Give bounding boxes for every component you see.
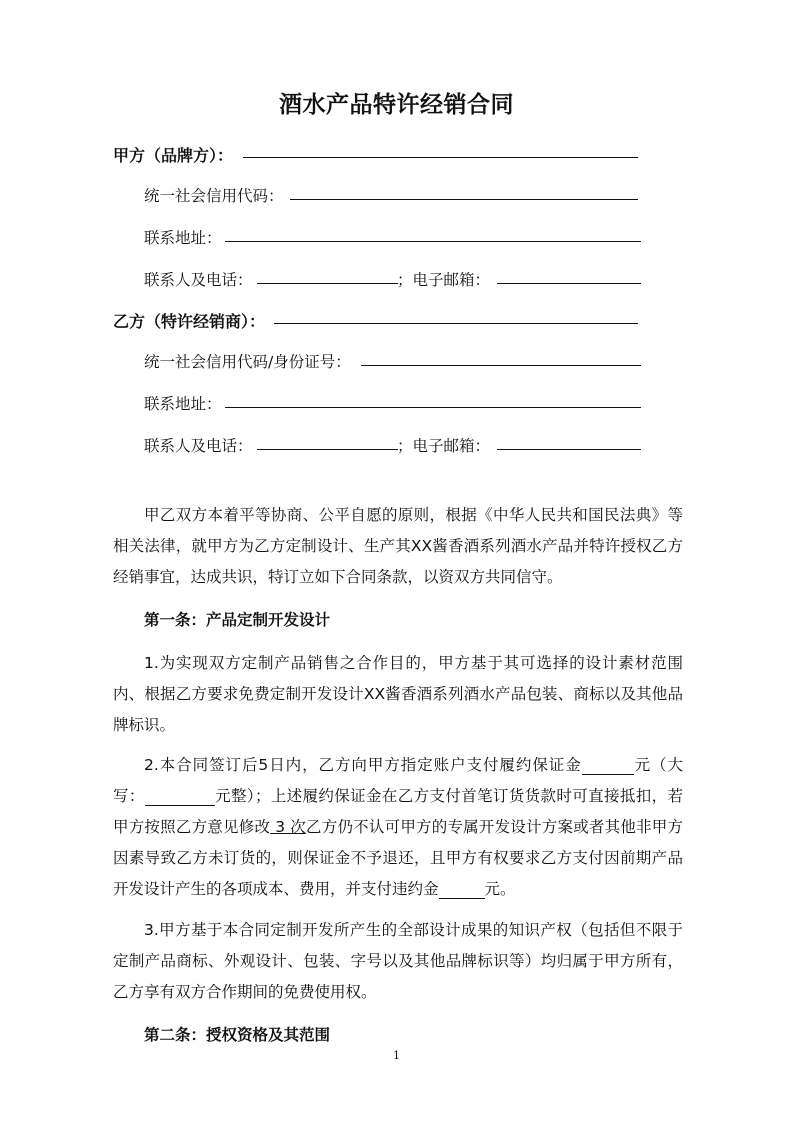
party-b-name-blank bbox=[274, 323, 638, 324]
deposit-amount-capital-blank bbox=[145, 788, 215, 806]
deposit-amount-blank bbox=[582, 757, 634, 775]
revision-times: 3 次 bbox=[270, 818, 307, 836]
preamble-paragraph: 甲乙双方本着平等协商、公平自愿的原则，根据《中华人民共和国民法典》等相关法律，就甲方为乙方定制设计、生产其XX酱香酒系列酒水产品并特许授权乙方经销事宜，达成共识，特订立如下合同条款，以资双方共同信守。 bbox=[113, 506, 683, 586]
party-a-address-label: 联系地址： bbox=[144, 229, 222, 247]
page-number: 1 bbox=[393, 1049, 400, 1062]
party-b-address-label: 联系地址： bbox=[144, 395, 222, 413]
clause-2-text-2: 元（大写： bbox=[113, 756, 683, 805]
party-b-address-blank bbox=[225, 407, 641, 408]
party-a-label: 甲方（品牌方）： bbox=[113, 146, 234, 165]
party-b-contact-blank bbox=[257, 449, 398, 450]
article-2-heading: 第二条：授权资格及其范围 bbox=[144, 1026, 331, 1044]
article-1-clause-3: 3.甲方基于本合同定制开发所产生的全部设计成果的知识产权（包括但不限于定制产品商标、外观设计、包装、字号以及其他品牌标识等）均归属于甲方所有，乙方享有双方合作期间的免费使用权。 bbox=[113, 921, 683, 1001]
clause-2-text-3: 元整）；上述履约保证金在乙方支付首笔订货货款时可直接抵扣，若甲方按照乙方意见修改 bbox=[113, 787, 683, 836]
party-b-contact-label: 联系人及电话： bbox=[144, 437, 253, 455]
party-a-address-blank bbox=[225, 241, 641, 242]
party-b-credit-code-blank bbox=[361, 365, 641, 366]
party-a-name-blank bbox=[243, 157, 638, 158]
clause-2-text-1: 2.本合同签订后5日内，乙方向甲方指定账户支付履约保证金 bbox=[144, 756, 582, 774]
article-1-clause-2 bbox=[113, 750, 683, 905]
party-a-contact-label: 联系人及电话： bbox=[144, 271, 253, 289]
party-a-credit-code-blank bbox=[290, 199, 638, 200]
party-a-email-label: ；电子邮箱： bbox=[397, 271, 491, 289]
party-a-email-blank bbox=[497, 283, 641, 284]
party-b-label: 乙方（特许经销商）： bbox=[113, 312, 266, 331]
article-1-heading: 第一条：产品定制开发设计 bbox=[144, 611, 331, 629]
penalty-amount-blank bbox=[439, 881, 485, 899]
party-b-email-blank bbox=[497, 449, 641, 450]
article-1-clause-1: 1.为实现双方定制产品销售之合作目的，甲方基于其可选择的设计素材范围内、根据乙方要求免费定制开发设计XX酱香酒系列酒水产品包装、商标以及其他品牌标识。 bbox=[113, 654, 683, 734]
party-a-credit-code-label: 统一社会信用代码： bbox=[144, 187, 284, 205]
party-a-contact-blank bbox=[257, 283, 398, 284]
clause-2-text-4: 乙方仍不认可甲方的专属开发设计方案或者其他非甲方因素导致乙方未订货的，则保证金不予退还，且甲方有权要求乙方支付因前期产品开发设计产生的各项成本、费用，并支付违约金 bbox=[113, 818, 683, 898]
party-b-email-label: ；电子邮箱： bbox=[397, 437, 491, 455]
document-title: 酒水产品特许经销合同 bbox=[279, 91, 514, 118]
clause-2-text-5: 元。 bbox=[484, 880, 516, 898]
party-b-credit-code-label: 统一社会信用代码/身份证号： bbox=[144, 353, 351, 371]
